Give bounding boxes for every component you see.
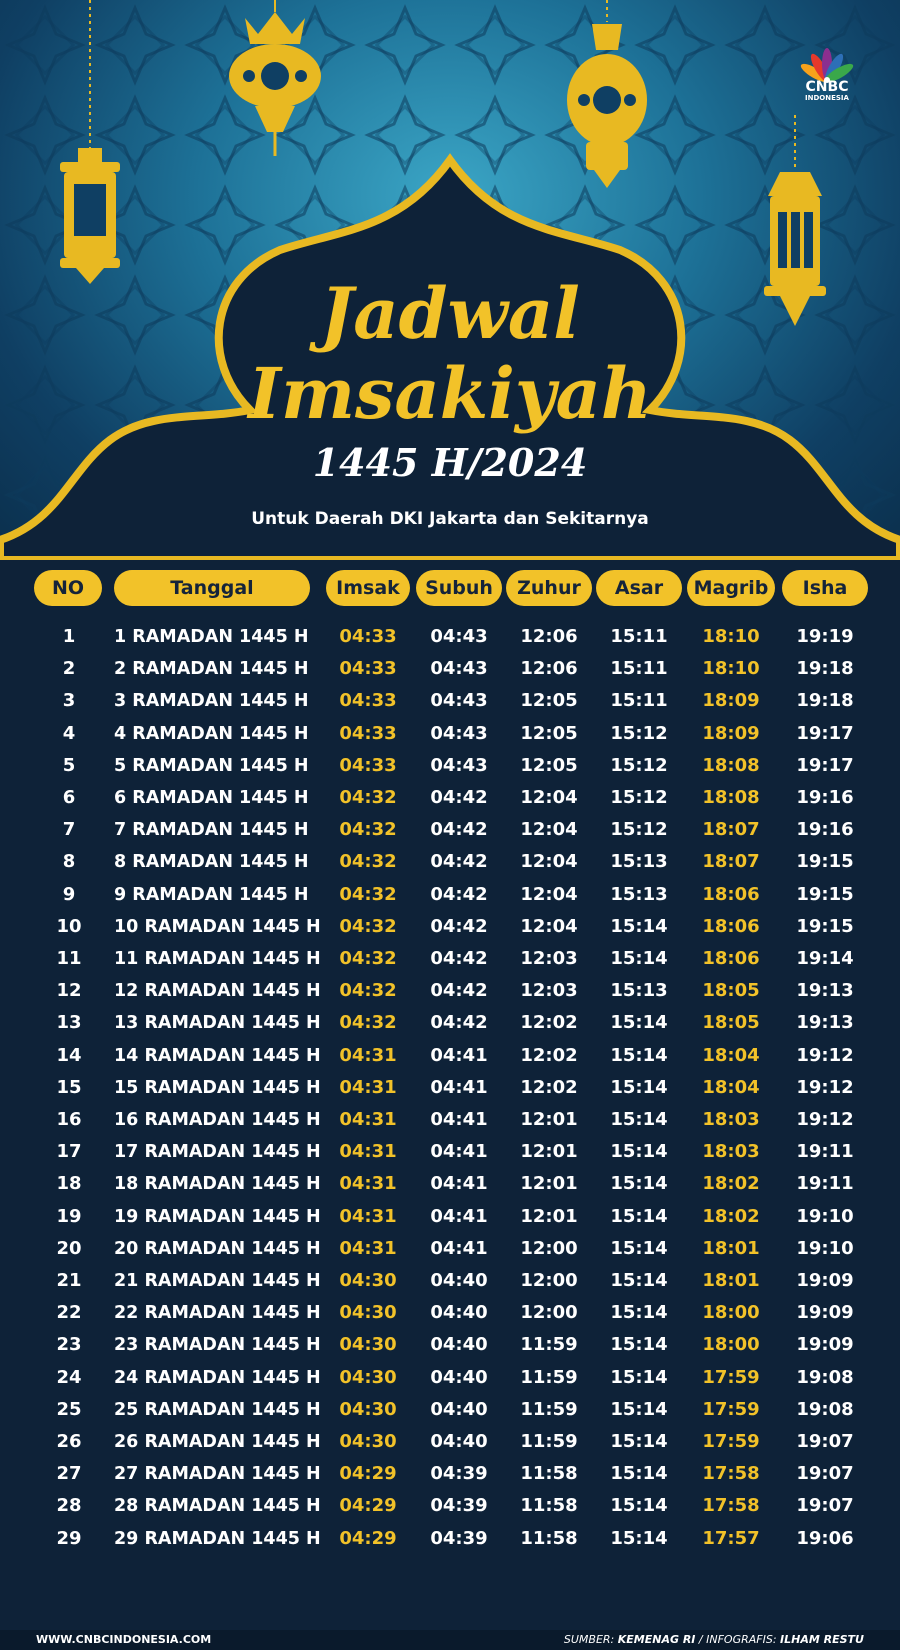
cell-imsak: 04:32 bbox=[339, 883, 397, 905]
table-row bbox=[0, 1425, 900, 1459]
cell-magrib: 18:09 bbox=[702, 690, 760, 712]
cell-magrib: 18:04 bbox=[702, 1044, 760, 1066]
cell-date: 3 RAMADAN 1445 H bbox=[114, 691, 309, 712]
cell-no: 9 bbox=[62, 883, 76, 905]
table-row bbox=[0, 1006, 900, 1040]
cell-zuhur: 12:04 bbox=[520, 819, 578, 841]
cell-date: 8 RAMADAN 1445 H bbox=[114, 852, 309, 873]
title-line-1: Jadwal bbox=[320, 272, 580, 355]
cell-magrib: 18:10 bbox=[702, 626, 760, 647]
footer bbox=[0, 1630, 900, 1650]
table-row bbox=[0, 1103, 900, 1137]
cell-asar: 15:12 bbox=[610, 722, 668, 744]
cell-magrib: 18:09 bbox=[702, 722, 760, 744]
cell-imsak: 04:32 bbox=[339, 915, 397, 937]
cell-asar: 15:14 bbox=[610, 1141, 668, 1163]
cell-imsak: 04:33 bbox=[339, 754, 397, 776]
cell-imsak: 04:30 bbox=[339, 1398, 397, 1420]
cell-no: 26 bbox=[56, 1431, 82, 1452]
cell-asar: 15:12 bbox=[610, 754, 668, 776]
cell-subuh: 04:41 bbox=[430, 1205, 488, 1227]
source-name: KEMENAG RI bbox=[617, 1633, 696, 1646]
table-row bbox=[0, 749, 900, 783]
cell-asar: 15:13 bbox=[610, 883, 668, 905]
credit-label: INFOGRAFIS: bbox=[706, 1633, 777, 1646]
cell-subuh: 04:40 bbox=[430, 1398, 488, 1420]
source-label: SUMBER: bbox=[563, 1633, 615, 1646]
table-row bbox=[0, 1361, 900, 1395]
cell-date: 14 RAMADAN 1445 H bbox=[114, 1045, 321, 1066]
cell-isha: 19:14 bbox=[796, 948, 854, 969]
cell-no: 10 bbox=[56, 915, 82, 937]
cell-asar: 15:13 bbox=[610, 980, 668, 1002]
cell-magrib: 18:08 bbox=[702, 754, 760, 776]
cell-isha: 19:07 bbox=[796, 1463, 854, 1485]
cell-magrib: 18:07 bbox=[702, 851, 760, 873]
cell-no: 20 bbox=[56, 1237, 82, 1259]
cell-imsak: 04:30 bbox=[339, 1302, 397, 1324]
cell-subuh: 04:41 bbox=[430, 1044, 488, 1066]
cell-subuh: 04:41 bbox=[430, 1237, 488, 1259]
cell-magrib: 18:06 bbox=[702, 915, 760, 937]
cell-date: 11 RAMADAN 1445 H bbox=[114, 949, 321, 969]
table-row bbox=[0, 942, 900, 976]
cell-zuhur: 12:00 bbox=[520, 1302, 578, 1324]
cell-zuhur: 12:04 bbox=[520, 787, 578, 808]
cell-no: 6 bbox=[62, 787, 76, 808]
cell-magrib: 18:00 bbox=[702, 1302, 760, 1324]
cell-isha: 19:19 bbox=[796, 626, 854, 647]
cell-isha: 19:17 bbox=[796, 754, 854, 776]
cell-subuh: 04:42 bbox=[430, 915, 488, 937]
credit-name: ILHAM RESTU bbox=[780, 1633, 864, 1646]
cell-magrib: 17:59 bbox=[702, 1366, 760, 1388]
cell-subuh: 04:39 bbox=[430, 1495, 488, 1517]
cell-date: 29 RAMADAN 1445 H bbox=[114, 1528, 321, 1549]
cell-asar: 15:14 bbox=[610, 915, 668, 937]
cell-imsak: 04:31 bbox=[339, 1141, 397, 1163]
cell-magrib: 18:01 bbox=[702, 1270, 760, 1291]
cell-asar: 15:14 bbox=[610, 1109, 668, 1130]
cell-subuh: 04:42 bbox=[430, 948, 488, 969]
cell-isha: 19:12 bbox=[796, 1076, 854, 1098]
cell-asar: 15:14 bbox=[610, 1495, 668, 1517]
cell-no: 7 bbox=[62, 819, 76, 841]
column-header-asar: Asar bbox=[596, 570, 682, 606]
cell-magrib: 18:03 bbox=[702, 1109, 760, 1130]
cell-zuhur: 11:58 bbox=[520, 1463, 578, 1485]
cell-subuh: 04:39 bbox=[430, 1463, 488, 1485]
cell-zuhur: 12:00 bbox=[520, 1237, 578, 1259]
cell-no: 3 bbox=[62, 690, 76, 712]
cell-subuh: 04:41 bbox=[430, 1109, 488, 1130]
cell-no: 29 bbox=[56, 1527, 82, 1549]
cell-asar: 15:14 bbox=[610, 1270, 668, 1291]
cell-no: 24 bbox=[56, 1366, 82, 1388]
cell-magrib: 18:10 bbox=[702, 658, 760, 680]
subtitle: Untuk Daerah DKI Jakarta dan Sekitarnya bbox=[251, 509, 649, 529]
table-row bbox=[0, 1200, 900, 1234]
cell-isha: 19:15 bbox=[796, 915, 854, 937]
cell-no: 13 bbox=[56, 1012, 82, 1034]
cell-zuhur: 12:04 bbox=[520, 915, 578, 937]
cell-date: 1 RAMADAN 1445 H bbox=[114, 627, 309, 647]
cell-date: 13 RAMADAN 1445 H bbox=[114, 1013, 321, 1034]
cell-asar: 15:14 bbox=[610, 1334, 668, 1356]
column-header-isha: Isha bbox=[782, 570, 868, 606]
cell-isha: 19:17 bbox=[796, 722, 854, 744]
column-header-zuhur: Zuhur bbox=[506, 570, 592, 606]
cell-zuhur: 12:00 bbox=[520, 1270, 578, 1291]
cell-date: 23 RAMADAN 1445 H bbox=[114, 1335, 321, 1356]
table-row bbox=[0, 1039, 900, 1073]
cell-no: 4 bbox=[62, 722, 76, 744]
cell-no: 11 bbox=[56, 948, 82, 969]
table-row bbox=[0, 1328, 900, 1362]
cell-isha: 19:16 bbox=[796, 787, 854, 808]
cell-subuh: 04:40 bbox=[430, 1334, 488, 1356]
cell-isha: 19:09 bbox=[796, 1302, 854, 1324]
cell-imsak: 04:31 bbox=[339, 1044, 397, 1066]
cell-date: 17 RAMADAN 1445 H bbox=[114, 1142, 321, 1163]
cell-zuhur: 12:04 bbox=[520, 851, 578, 873]
cell-isha: 19:09 bbox=[796, 1270, 854, 1291]
cell-asar: 15:14 bbox=[610, 1205, 668, 1227]
cell-asar: 15:14 bbox=[610, 1366, 668, 1388]
cell-subuh: 04:42 bbox=[430, 851, 488, 873]
cell-isha: 19:13 bbox=[796, 980, 854, 1002]
cell-date: 16 RAMADAN 1445 H bbox=[114, 1110, 321, 1130]
title-line-2: Imsakiyah bbox=[248, 352, 652, 435]
cell-magrib: 17:57 bbox=[702, 1527, 760, 1549]
cell-asar: 15:14 bbox=[610, 1398, 668, 1420]
cell-isha: 19:18 bbox=[796, 690, 854, 712]
cell-imsak: 04:31 bbox=[339, 1109, 397, 1130]
table-row bbox=[0, 1296, 900, 1330]
cell-isha: 19:10 bbox=[796, 1237, 854, 1259]
cell-magrib: 17:58 bbox=[702, 1463, 760, 1485]
cell-no: 17 bbox=[56, 1141, 82, 1163]
cell-date: 7 RAMADAN 1445 H bbox=[114, 820, 309, 841]
cell-no: 5 bbox=[62, 754, 76, 776]
cell-subuh: 04:40 bbox=[430, 1431, 488, 1452]
cnbc-logo bbox=[790, 44, 864, 102]
cell-imsak: 04:31 bbox=[339, 1076, 397, 1098]
cell-date: 21 RAMADAN 1445 H bbox=[114, 1271, 321, 1291]
cell-isha: 19:09 bbox=[796, 1334, 854, 1356]
cell-date: 28 RAMADAN 1445 H bbox=[114, 1496, 321, 1517]
cell-date: 20 RAMADAN 1445 H bbox=[114, 1238, 321, 1259]
cell-asar: 15:14 bbox=[610, 1076, 668, 1098]
cell-imsak: 04:30 bbox=[339, 1366, 397, 1388]
cell-isha: 19:11 bbox=[796, 1173, 854, 1195]
credit-separator: / bbox=[698, 1633, 703, 1646]
table-row bbox=[0, 1393, 900, 1427]
cell-subuh: 04:42 bbox=[430, 787, 488, 808]
cell-isha: 19:12 bbox=[796, 1044, 854, 1066]
cell-imsak: 04:30 bbox=[339, 1334, 397, 1356]
cell-isha: 19:11 bbox=[796, 1141, 854, 1163]
cell-imsak: 04:32 bbox=[339, 1012, 397, 1034]
cell-subuh: 04:42 bbox=[430, 883, 488, 905]
cell-subuh: 04:43 bbox=[430, 754, 488, 776]
table-row bbox=[0, 717, 900, 751]
table-row bbox=[0, 1135, 900, 1169]
cell-subuh: 04:40 bbox=[430, 1270, 488, 1291]
column-header-no: NO bbox=[34, 570, 102, 606]
cell-date: 10 RAMADAN 1445 H bbox=[114, 916, 321, 937]
cell-imsak: 04:33 bbox=[339, 658, 397, 680]
cell-no: 23 bbox=[56, 1334, 82, 1356]
cell-imsak: 04:32 bbox=[339, 819, 397, 841]
table-row bbox=[0, 845, 900, 879]
cell-zuhur: 12:01 bbox=[520, 1173, 578, 1195]
cell-magrib: 17:59 bbox=[702, 1398, 760, 1420]
cell-zuhur: 12:02 bbox=[520, 1012, 578, 1034]
cell-no: 18 bbox=[56, 1173, 82, 1195]
table-row bbox=[0, 910, 900, 944]
table-row bbox=[0, 1167, 900, 1201]
cell-isha: 19:15 bbox=[796, 883, 854, 905]
cell-zuhur: 12:02 bbox=[520, 1076, 578, 1098]
table-row bbox=[0, 620, 900, 654]
cell-isha: 19:18 bbox=[796, 658, 854, 680]
table-row bbox=[0, 1232, 900, 1266]
cell-asar: 15:14 bbox=[610, 1173, 668, 1195]
cell-imsak: 04:29 bbox=[339, 1495, 397, 1517]
cell-zuhur: 12:05 bbox=[520, 722, 578, 744]
cell-isha: 19:07 bbox=[796, 1431, 854, 1452]
cell-asar: 15:14 bbox=[610, 1463, 668, 1485]
cell-no: 15 bbox=[56, 1076, 82, 1098]
cell-imsak: 04:32 bbox=[339, 787, 397, 808]
cell-zuhur: 12:04 bbox=[520, 883, 578, 905]
cell-imsak: 04:33 bbox=[339, 626, 397, 647]
column-header-imsak: Imsak bbox=[326, 570, 410, 606]
cell-magrib: 18:05 bbox=[702, 1012, 760, 1034]
cell-asar: 15:11 bbox=[610, 690, 668, 712]
cell-no: 22 bbox=[56, 1302, 82, 1324]
cell-imsak: 04:29 bbox=[339, 1527, 397, 1549]
cell-imsak: 04:33 bbox=[339, 690, 397, 712]
cell-date: 27 RAMADAN 1445 H bbox=[114, 1464, 321, 1485]
cell-isha: 19:06 bbox=[796, 1527, 854, 1549]
cell-subuh: 04:42 bbox=[430, 819, 488, 841]
cell-subuh: 04:39 bbox=[430, 1527, 488, 1549]
cell-no: 27 bbox=[56, 1463, 82, 1485]
cell-no: 8 bbox=[62, 851, 76, 873]
cell-imsak: 04:33 bbox=[339, 722, 397, 744]
cell-imsak: 04:29 bbox=[339, 1463, 397, 1485]
cell-isha: 19:13 bbox=[796, 1012, 854, 1034]
cell-isha: 19:07 bbox=[796, 1495, 854, 1517]
cell-zuhur: 11:59 bbox=[520, 1431, 578, 1452]
cell-asar: 15:14 bbox=[610, 1237, 668, 1259]
cell-date: 22 RAMADAN 1445 H bbox=[114, 1303, 321, 1324]
cell-date: 25 RAMADAN 1445 H bbox=[114, 1399, 321, 1420]
cell-asar: 15:14 bbox=[610, 1044, 668, 1066]
column-header-magrib: Magrib bbox=[687, 570, 775, 606]
cell-subuh: 04:40 bbox=[430, 1366, 488, 1388]
cell-zuhur: 12:01 bbox=[520, 1205, 578, 1227]
table-row bbox=[0, 878, 900, 912]
cell-date: 15 RAMADAN 1445 H bbox=[114, 1077, 321, 1098]
cell-imsak: 04:32 bbox=[339, 948, 397, 969]
cell-magrib: 18:04 bbox=[702, 1076, 760, 1098]
cell-asar: 15:11 bbox=[610, 658, 668, 680]
cell-subuh: 04:43 bbox=[430, 658, 488, 680]
cell-date: 6 RAMADAN 1445 H bbox=[114, 788, 309, 808]
table-row bbox=[0, 652, 900, 686]
cell-magrib: 18:07 bbox=[702, 819, 760, 841]
table-row bbox=[0, 813, 900, 847]
cell-magrib: 18:08 bbox=[702, 787, 760, 808]
cell-zuhur: 12:03 bbox=[520, 948, 578, 969]
cell-asar: 15:14 bbox=[610, 1302, 668, 1324]
cell-imsak: 04:31 bbox=[339, 1173, 397, 1195]
cell-magrib: 18:05 bbox=[702, 980, 760, 1002]
cell-asar: 15:14 bbox=[610, 1527, 668, 1549]
cell-imsak: 04:31 bbox=[339, 1237, 397, 1259]
cell-no: 1 bbox=[62, 626, 76, 647]
cell-zuhur: 12:05 bbox=[520, 690, 578, 712]
hero-banner bbox=[0, 0, 900, 560]
cell-no: 2 bbox=[62, 658, 76, 680]
cell-subuh: 04:43 bbox=[430, 690, 488, 712]
cell-date: 24 RAMADAN 1445 H bbox=[114, 1367, 321, 1388]
cell-subuh: 04:40 bbox=[430, 1302, 488, 1324]
cell-subuh: 04:41 bbox=[430, 1141, 488, 1163]
cell-subuh: 04:42 bbox=[430, 1012, 488, 1034]
cell-asar: 15:11 bbox=[610, 626, 668, 647]
cell-imsak: 04:32 bbox=[339, 980, 397, 1002]
cell-subuh: 04:43 bbox=[430, 722, 488, 744]
cell-date: 9 RAMADAN 1445 H bbox=[114, 884, 309, 905]
cell-magrib: 18:02 bbox=[702, 1205, 760, 1227]
cell-zuhur: 11:58 bbox=[520, 1495, 578, 1517]
cell-no: 12 bbox=[56, 980, 82, 1002]
table-row bbox=[0, 781, 900, 815]
cell-zuhur: 11:58 bbox=[520, 1527, 578, 1549]
cell-asar: 15:14 bbox=[610, 1431, 668, 1452]
logo-name: CNBC bbox=[805, 79, 849, 95]
footer-credits bbox=[564, 1633, 864, 1646]
cell-magrib: 18:00 bbox=[702, 1334, 760, 1356]
cell-magrib: 17:58 bbox=[702, 1495, 760, 1517]
cell-isha: 19:08 bbox=[796, 1366, 854, 1388]
cell-magrib: 18:03 bbox=[702, 1141, 760, 1163]
cell-zuhur: 11:59 bbox=[520, 1366, 578, 1388]
cell-imsak: 04:32 bbox=[339, 851, 397, 873]
cell-no: 19 bbox=[56, 1205, 82, 1227]
cell-no: 28 bbox=[56, 1495, 82, 1517]
logo-subtitle: INDONESIA bbox=[805, 94, 849, 102]
cell-magrib: 18:01 bbox=[702, 1237, 760, 1259]
cell-date: 4 RAMADAN 1445 H bbox=[114, 723, 309, 744]
table-row bbox=[0, 684, 900, 718]
cell-asar: 15:13 bbox=[610, 851, 668, 873]
cell-subuh: 04:41 bbox=[430, 1076, 488, 1098]
cell-magrib: 18:06 bbox=[702, 883, 760, 905]
cell-date: 19 RAMADAN 1445 H bbox=[114, 1206, 321, 1227]
cell-subuh: 04:42 bbox=[430, 980, 488, 1002]
cell-no: 25 bbox=[56, 1398, 82, 1420]
cell-imsak: 04:30 bbox=[339, 1270, 397, 1291]
column-header-date: Tanggal bbox=[114, 570, 310, 606]
cell-date: 2 RAMADAN 1445 H bbox=[114, 659, 309, 680]
cell-zuhur: 12:05 bbox=[520, 754, 578, 776]
cell-asar: 15:14 bbox=[610, 1012, 668, 1034]
table-row bbox=[0, 1264, 900, 1298]
cell-zuhur: 12:02 bbox=[520, 1044, 578, 1066]
cell-asar: 15:12 bbox=[610, 787, 668, 808]
table-row bbox=[0, 1457, 900, 1491]
cell-zuhur: 12:01 bbox=[520, 1109, 578, 1130]
cell-zuhur: 12:06 bbox=[520, 626, 578, 647]
column-header-subuh: Subuh bbox=[416, 570, 502, 606]
cell-zuhur: 11:59 bbox=[520, 1398, 578, 1420]
cell-subuh: 04:41 bbox=[430, 1173, 488, 1195]
cell-no: 21 bbox=[56, 1270, 82, 1291]
cell-isha: 19:12 bbox=[796, 1109, 854, 1130]
cell-zuhur: 12:01 bbox=[520, 1141, 578, 1163]
cell-isha: 19:15 bbox=[796, 851, 854, 873]
table-row bbox=[0, 974, 900, 1008]
cell-isha: 19:08 bbox=[796, 1398, 854, 1420]
cell-magrib: 18:06 bbox=[702, 948, 760, 969]
cell-zuhur: 11:59 bbox=[520, 1334, 578, 1356]
cell-asar: 15:14 bbox=[610, 948, 668, 969]
table-row bbox=[0, 1522, 900, 1556]
cell-zuhur: 12:06 bbox=[520, 658, 578, 680]
table-row bbox=[0, 1489, 900, 1523]
cell-no: 16 bbox=[56, 1109, 82, 1130]
cell-isha: 19:16 bbox=[796, 819, 854, 841]
cell-zuhur: 12:03 bbox=[520, 980, 578, 1002]
cell-date: 18 RAMADAN 1445 H bbox=[114, 1174, 321, 1195]
cell-imsak: 04:31 bbox=[339, 1205, 397, 1227]
cell-asar: 15:12 bbox=[610, 819, 668, 841]
cell-date: 5 RAMADAN 1445 H bbox=[114, 755, 309, 776]
cell-magrib: 17:59 bbox=[702, 1431, 760, 1452]
cell-no: 14 bbox=[56, 1044, 82, 1066]
cell-isha: 19:10 bbox=[796, 1205, 854, 1227]
cell-subuh: 04:43 bbox=[430, 626, 488, 647]
footer-url: WWW.CNBCINDONESIA.COM bbox=[36, 1633, 212, 1646]
cell-magrib: 18:02 bbox=[702, 1173, 760, 1195]
cell-date: 12 RAMADAN 1445 H bbox=[114, 981, 321, 1002]
cell-date: 26 RAMADAN 1445 H bbox=[114, 1432, 321, 1452]
year-label: 1445 H/2024 bbox=[312, 440, 588, 485]
cell-imsak: 04:30 bbox=[339, 1431, 397, 1452]
table-row bbox=[0, 1071, 900, 1105]
